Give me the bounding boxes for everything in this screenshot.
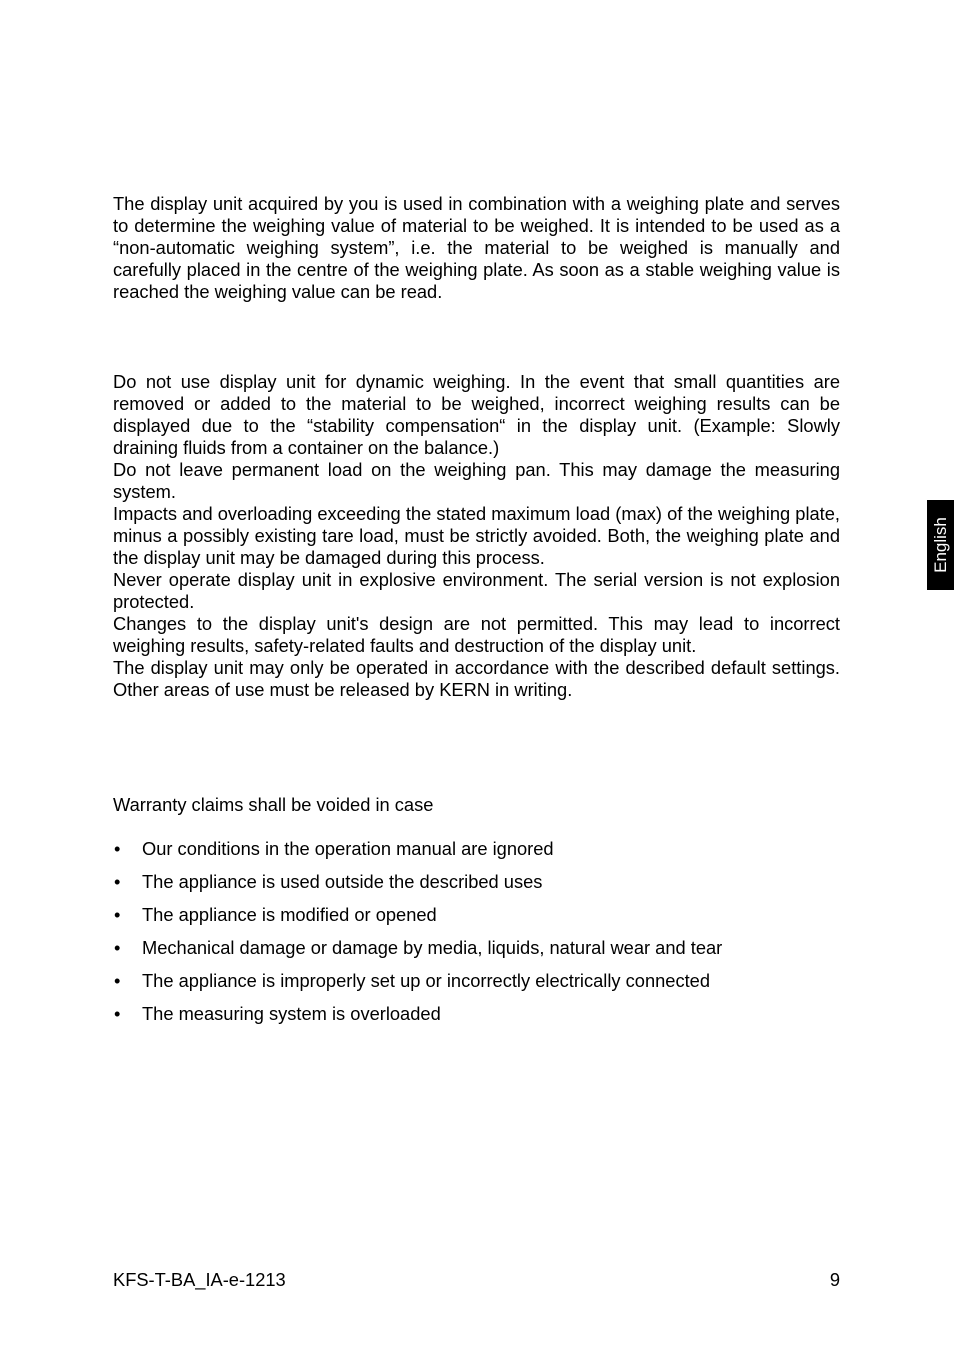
list-item-text: The appliance is used outside the described uses: [142, 871, 543, 892]
list-item-text: The measuring system is overloaded: [142, 1003, 441, 1024]
footer-page-number: 9: [829, 1269, 840, 1290]
bullet-icon: •: [114, 904, 121, 925]
list-item-text: Our conditions in the operation manual are ignored: [142, 838, 554, 859]
improper-use-permanent-load: Do not leave permanent load on the weighing pan. This may damage the measuring system.: [113, 459, 840, 502]
list-item: [113, 970, 840, 1003]
bullet-icon: •: [114, 970, 121, 991]
warranty-void-list: [113, 838, 840, 1036]
list-item-text: The appliance is modified or opened: [142, 904, 437, 925]
improper-use-section: [113, 371, 840, 701]
improper-use-default-settings: The display unit may only be operated in accordance with the described default settings. Other areas of use must be released by KERN in writing.: [113, 657, 840, 700]
bullet-icon: •: [114, 1003, 121, 1024]
list-item-text: Mechanical damage or damage by media, liquids, natural wear and tear: [142, 937, 723, 958]
bullet-icon: •: [114, 871, 121, 892]
language-tab: [927, 500, 954, 590]
list-item: [113, 838, 840, 871]
footer-document-code: KFS-T-BA_IA-e-1213: [113, 1269, 286, 1290]
improper-use-overloading: Impacts and overloading exceeding the stated maximum load (max) of the weighing plate, minus a possibly existing tare load, must be strictly avoided. Both, the weighing plate and the display unit may be damaged during this process.: [113, 503, 840, 568]
improper-use-explosive-environment: Never operate display unit in explosive environment. The serial version is not explosion protected.: [113, 569, 840, 612]
intended-use-paragraph: The display unit acquired by you is used in combination with a weighing plate and serves to determine the weighing value of material to be weighed. It is intended to be used as a “non-automatic weighing system”, i.e. the material to be weighed is manually and carefully placed in the centre of the weighing plate. As soon as a stable weighing value is reached the weighing value can be read.: [113, 193, 840, 302]
list-item: [113, 871, 840, 904]
warranty-intro: Warranty claims shall be voided in case: [113, 794, 434, 815]
language-tab-label: English: [930, 517, 950, 573]
improper-use-dynamic-weighing: Do not use display unit for dynamic weighing. In the event that small quantities are removed or added to the material to be weighed, incorrect weighing results can be displayed due to the “stability compensation“ in the display unit. (Example: Slowly draining fluids from a container on the balance.): [113, 371, 840, 458]
list-item: [113, 1003, 840, 1036]
improper-use-design-changes: Changes to the display unit's design are not permitted. This may lead to incorrect weighing results, safety-related faults and destruction of the display unit.: [113, 613, 840, 656]
bullet-icon: •: [114, 937, 121, 958]
list-item: [113, 937, 840, 970]
bullet-icon: •: [114, 838, 121, 859]
list-item-text: The appliance is improperly set up or incorrectly electrically connected: [142, 970, 710, 991]
list-item: [113, 904, 840, 937]
